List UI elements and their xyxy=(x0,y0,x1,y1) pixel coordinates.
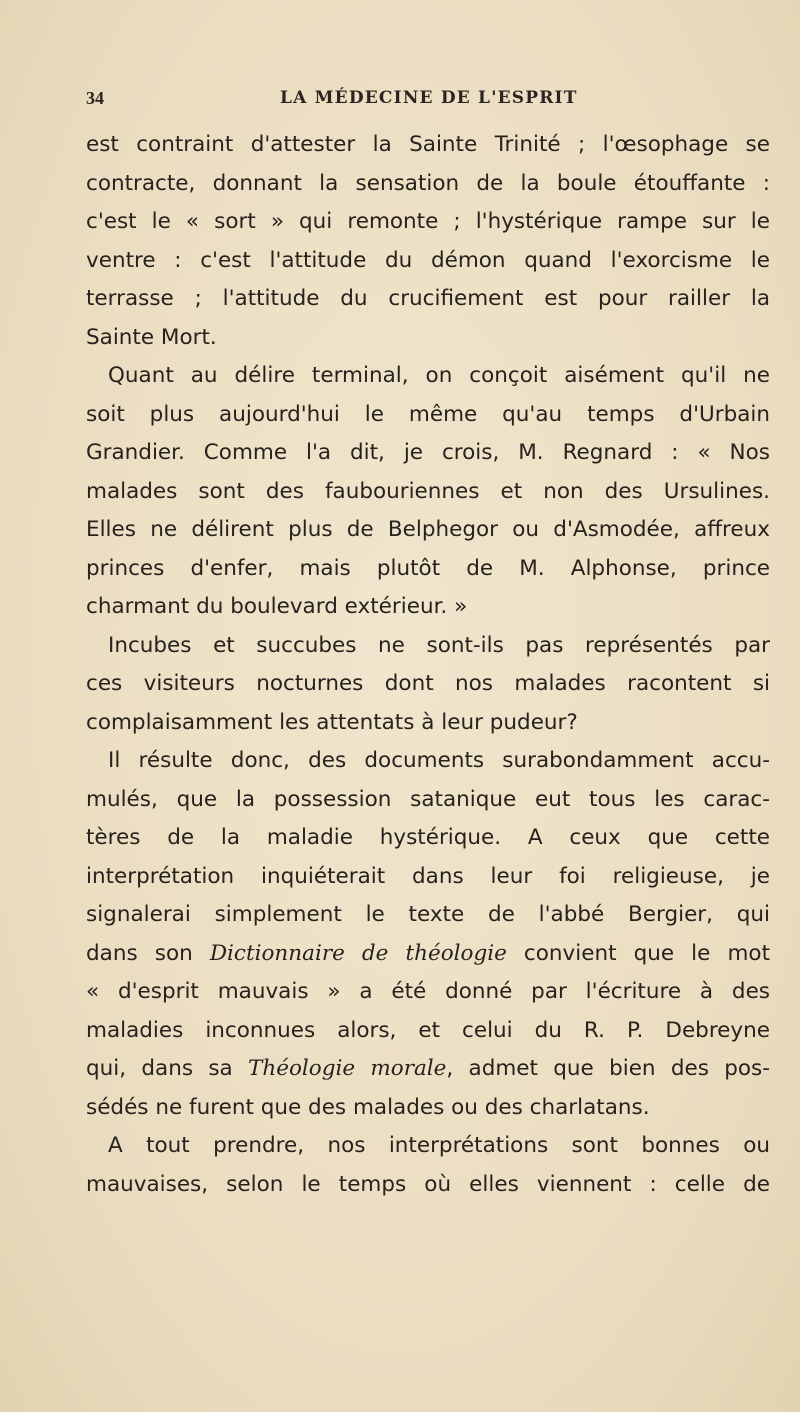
body-text xyxy=(86,126,770,1204)
text-line: « d'esprit mauvais » a été donné par l'écriture à des xyxy=(86,979,770,1004)
text-line: Il résulte donc, des documents surabondamment accu- xyxy=(108,748,770,773)
text-line: A tout prendre, nos interprétations sont bonnes ou xyxy=(108,1133,770,1158)
text-line: Sainte Mort. xyxy=(86,324,217,350)
text-line: contracte, donnant la sensation de la boule étouffante : xyxy=(86,170,770,196)
text-line: est contraint d'attester la Sainte Trinité ; l'œsophage se xyxy=(86,132,770,157)
text-line xyxy=(86,1050,770,1089)
text-line: mulés, que la possession satanique eut tous les carac- xyxy=(86,786,770,812)
text-fragment: , admet que bien des pos- xyxy=(446,1056,770,1081)
book-title-italic: Dictionnaire de théologie xyxy=(209,940,507,966)
page-number: 34 xyxy=(86,88,104,108)
text-line: Elles ne délirent plus de Belphegor ou d'Asmodée, affreux xyxy=(86,517,770,542)
text-line: terrasse ; l'attitude du crucifiement est pour railler la xyxy=(86,286,770,311)
text-line: malades sont des faubouriennes et non des Ursulines. xyxy=(86,478,770,504)
text-line: complaisamment les attentats à leur pudeur? xyxy=(86,709,578,735)
text-line: ventre : c'est l'attitude du démon quand l'exorcisme le xyxy=(86,247,770,273)
text-line: ces visiteurs nocturnes dont nos malades racontent si xyxy=(86,671,770,696)
running-head xyxy=(86,88,766,114)
text-line: mauvaises, selon le temps où elles viennent : celle de xyxy=(86,1171,770,1197)
text-line: Grandier. Comme l'a dit, je crois, M. Regnard : « Nos xyxy=(86,440,770,465)
text-fragment: dans son xyxy=(86,940,210,966)
text-line: tères de la maladie hystérique. A ceux que cette xyxy=(86,825,770,850)
text-line: Incubes et succubes ne sont-ils pas représentés par xyxy=(108,632,770,658)
book-title-italic: Théologie morale xyxy=(248,1056,447,1081)
text-line: maladies inconnues alors, et celui du R. P. Debreyne xyxy=(86,1017,770,1043)
text-fragment: convient que le mot xyxy=(506,940,770,966)
paragraph xyxy=(86,1127,770,1204)
text-line: charmant du boulevard extérieur. » xyxy=(86,594,468,619)
text-line: c'est le « sort » qui remonte ; l'hystérique rampe sur le xyxy=(86,209,770,234)
text-line: interprétation inquiéterait dans leur foi religieuse, je xyxy=(86,863,770,889)
text-line xyxy=(86,935,770,974)
paragraph xyxy=(86,627,770,743)
text-line: sédés ne furent que des malades ou des charlatans. xyxy=(86,1094,650,1120)
text-line: Quant au délire terminal, on conçoit aisément qu'il ne xyxy=(108,363,770,388)
running-title: LA MÉDECINE DE L'ESPRIT xyxy=(280,88,578,108)
text-line: signalerai simplement le texte de l'abbé Bergier, qui xyxy=(86,902,770,927)
text-line: soit plus aujourd'hui le même qu'au temps d'Urbain xyxy=(86,401,770,427)
paragraph xyxy=(86,742,770,1127)
paragraph xyxy=(86,357,770,627)
text-fragment: qui, dans sa xyxy=(86,1056,249,1081)
text-line: princes d'enfer, mais plutôt de M. Alphonse, prince xyxy=(86,555,770,581)
paragraph xyxy=(86,126,770,357)
